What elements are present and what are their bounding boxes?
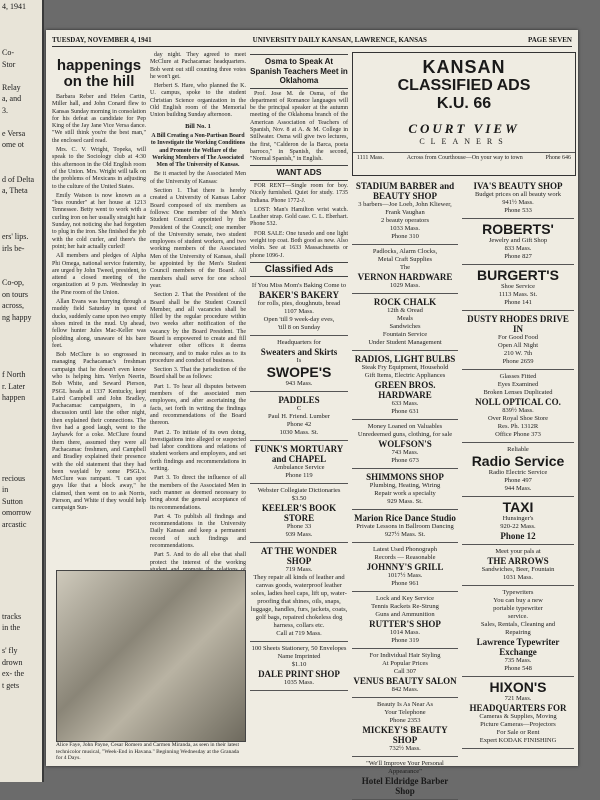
ad-mickey-line: Beauty Is As Near As (377, 701, 433, 708)
ad-rutter-line: RUTTER'S SHOP (369, 619, 441, 629)
ad-rock-line: Meals (397, 315, 413, 322)
ad-bakers-line: Open 'till 9 week-day eves, (263, 316, 335, 324)
classified-ads-title: Classified Ads (250, 262, 348, 278)
ad-stadium-line: Phone 310 (391, 233, 419, 240)
ad-shimmons (352, 469, 458, 510)
ad-radio-line: Phone 497 (504, 477, 532, 484)
prev-page-text: Sutton (2, 496, 23, 506)
ad-johnny-line: Records — Reasonable (374, 554, 436, 561)
ad-noll-line: Office Phone 373 (495, 431, 541, 438)
ad-noll-line: Res. Ph. 1312R (497, 423, 539, 430)
ad-keeler-line: $3.50 (291, 495, 307, 503)
ad-dale-line: Name Imprinted (277, 653, 321, 661)
banner-footer (353, 152, 575, 163)
ad-radio-line: Radio Electric Service (488, 469, 548, 476)
ad-wonder-line: They repair all kinds of leather and canvas goods, waterproof leather soles, ladies heel caps, lift up, water-proofing that shines, oils, snaps, luggage, handles, furs, jackets, coats, golf bags, repaired chokeless dog harness, collars etc. (250, 574, 348, 630)
ad-rock-line: 12th & Oread (387, 307, 423, 314)
ad-bakers (250, 279, 348, 336)
ad-radio-line: 944 Mass. (504, 485, 532, 492)
prev-page-text: in (2, 485, 9, 494)
ad-vernon (352, 245, 458, 294)
happenings-paragraph: Mrs. C. V. Wright, Topeka, will speak to the Sociology club at 4:30 this afternoon in the Old English room of the Union. Mrs. Wright will talk on the problems of Mexicans in adjusting to the culture of the United States. (52, 147, 146, 190)
ad-wolfson-line: WOLFSON'S (378, 439, 432, 449)
ad-vernon-line: The (399, 264, 411, 271)
ad-radio-line: Reliable (507, 446, 529, 453)
banner-address: 1111 Mass. (357, 155, 384, 161)
prev-page-text: 4, 1941 (2, 2, 26, 11)
ad-noll-line: Eyes Examined (497, 381, 539, 388)
prev-page-text: ers' lips. (2, 232, 29, 241)
ad-swope-line: Sweaters and Skirts (260, 347, 338, 358)
ad-typewriter-line: Sales, Rentals, Cleaning and (480, 621, 556, 628)
ad-burgert-line: BURGERT'S (477, 267, 559, 283)
ad-bakers-line: 'till 8 on Sunday (277, 324, 321, 332)
ad-taxi-line: Phone 12 (500, 531, 536, 541)
photo-caption: Alice Faye, John Payne, Cesar Romero and Carmen Miranda, as seen in their latest technicolor musical, "Week-End in Havana." Beginning Wednesday at the Granada for 4 Days. (56, 742, 239, 761)
bill-section: Section 3. That the jurisdiction of the Board shall be as follows: (150, 367, 246, 381)
prev-page-text: across, (2, 301, 24, 310)
ad-roberts-line: 833 Mass. (504, 245, 532, 252)
ad-funks-line: and CHAPEL (271, 454, 327, 465)
ad-noll-line: 839½ Mass. (502, 407, 534, 414)
ad-bakers-line: 1107 Mass. (284, 308, 314, 316)
ad-stadium-line: STADIUM BARBER and (355, 181, 455, 191)
ad-venus-line: At Popular Prices (382, 660, 428, 667)
ad-eldridge-line: Hotel Eldridge Barber Shop (361, 776, 449, 796)
ad-hixon-line: Expert KODAK FINISHING (479, 737, 557, 744)
ad-venus-line: VENUS BEAUTY SALON (353, 676, 457, 686)
ad-mickey-line: Your Telephone (384, 709, 426, 716)
happenings-paragraph: All members and pledges of Alpha Phi Omega, national service fraternity, are urged by John Tweed, president, to attend a closed meeting of the organization at 9 p.m. Wednesday in the Pine room of the Union. (52, 253, 146, 296)
ad-paddles-line: PADDLES (278, 395, 320, 406)
classified-banner (352, 52, 576, 176)
ad-swope (250, 336, 348, 392)
header-date: TUESDAY, NOVEMBER 4, 1941 (52, 36, 152, 44)
ad-venus-line: Call 307 (393, 668, 417, 675)
ad-dale-line: $1.10 (291, 661, 307, 669)
ad-hixon-line: HIXON'S (489, 679, 547, 695)
ad-dale (250, 642, 348, 691)
happenings-paragraph: Emily Watson is now known as a "bus rounder" at her house at 1213 Tennessee. Betty went to work with a curling iron on her usually straight hair Sunday, not noticing she had forgotten to plug in the iron. She finished the job with the cold curler, and there's the point; her hair actually curled! (52, 192, 146, 250)
ad-radios-line: Phone 631 (391, 408, 419, 415)
ad-burgert-line: Phone 141 (504, 299, 532, 306)
prev-page-text: Co-op, (2, 278, 24, 287)
movie-photo (56, 570, 246, 742)
ad-marion (352, 510, 458, 543)
ad-hixon-line: HEADQUARTERS FOR (469, 703, 567, 713)
ad-marion-line: Marion Rice Dance Studio (354, 513, 456, 523)
ad-typewriter-line: Lawrence Typewriter Exchange (476, 637, 560, 657)
ad-eldridge-line: Appearance" (388, 768, 422, 775)
ad-radios-line: 633 Mass. (391, 400, 419, 407)
ad-typewriter-line: Phone 548 (504, 665, 532, 672)
ad-bakers-line: for rolls, pies, doughnuts, bread (257, 300, 341, 308)
prev-page-text: arcastic (2, 519, 27, 529)
ad-dusty-line: Open All Night (497, 342, 539, 349)
happenings-paragraph: Bob McClure is so engrossed in managing Pachacamac's freshman campaign that he doesn't even know who is helping him. Verlyn Neerin, Bob White, and Seward Pierson, PSGL heads at 1337 Kentucky, kept Laird Campbell and John Bradley, Pachacamac campaigners, in a discussion until late the other night, then explained their connections. The five had a good laugh, went to the Jayhawk for a coke. McClure found them there, assumed they were all Pachacamac freshmen, and Campbell and Bradley explained their presence with the old statement that they had been waylaid by some PSGL's. McClure was rampant. "I can spot guys like that a block away," he claimed, then went on to ask Norris, Pierson, and White if they would help campaign Sun- (52, 352, 146, 512)
ad-dusty-line: 210 W. 7th (503, 350, 533, 357)
ad-taxi (462, 497, 574, 545)
ad-typewriter-line: portable typewriter (493, 605, 543, 612)
prev-page-text: on tours (2, 289, 28, 299)
bill-section: Part 3. To direct the influence of all the members of the Associated Men in such manner as deemed necessary to bring about the general acceptance of its recommendations. (150, 475, 246, 511)
ad-swope-line: SWOPE'S (266, 364, 332, 381)
prev-page-text: a, Theta (2, 186, 28, 195)
ad-typewriter-line: Typewriters (502, 589, 534, 596)
bill-section: Part 5. And to do all else that shall protect the interest of the working (150, 552, 246, 566)
prev-page-text: e Versa (2, 128, 26, 138)
ad-funks (250, 441, 348, 484)
column-want-ads (250, 52, 348, 756)
bill-section: Be it enacted by the Associated Men of the University of Kansas: (150, 171, 246, 185)
ad-hixon-line: Cameras & Supplies, Moving (479, 713, 557, 720)
ad-radios-line: Steak Fry Equipment, Household (361, 364, 449, 371)
column-paragraph: day night. They agreed to meet McClure at Pachacamac headquarters. Bob went out still counting three votes he won't get. (150, 52, 246, 80)
ad-hixon-line: 721 Mass. (504, 695, 532, 702)
ad-dusty (462, 311, 574, 370)
ad-johnny-line: Phone 961 (391, 580, 419, 587)
ad-stadium-line: 2 beauty operators (380, 217, 429, 224)
ad-typewriter-line: 735 Mass. (504, 657, 532, 664)
ad-shimmons-line: 929 Mass. St. (387, 498, 423, 505)
ad-eldridge-line: "We'll Improve Your Personal (366, 760, 444, 767)
ad-wonder-line: 719 Mass. (285, 566, 313, 574)
ad-wolfson-line: 743 Mass. (391, 449, 419, 456)
prev-page-text: omorrow (2, 508, 32, 517)
prev-page-text: Relay (2, 82, 21, 92)
ad-iva-line: Phone 533 (504, 207, 532, 214)
osma-headline: Osma to Speak At Spanish Teachers Meet in Oklahoma (250, 54, 348, 89)
ad-radios-line: GREEN BROS. HARDWARE (374, 380, 436, 400)
ad-arrows-line: Sandwiches, Beer, Fountain (481, 566, 555, 573)
happenings-paragraph: Barbara Reber and Helen Cartin, Miller hall, and John Conard flew to Kansas Sunday morning in consolation for his defeat as candidate for Pep King of the Jay Jane Vice Versa dance. "We still think you're the best man," the enclosed card read. (52, 94, 146, 144)
prev-page-text: ng happy (2, 312, 32, 322)
ad-funks-line: Phone 119 (285, 472, 313, 480)
prev-page-text: ome ot (2, 140, 24, 149)
ad-rutter-line: Guns and Ammunition (375, 611, 435, 618)
prev-page-text: in the (2, 623, 20, 632)
ad-radio (462, 443, 574, 497)
prev-page-text: Co- (2, 48, 14, 57)
ad-keeler-line: KEELER'S BOOK STORE (261, 503, 337, 524)
prev-page-text: happen (2, 393, 26, 402)
ad-stadium-line: 3 barbers—Joe Loeb, John Kliewer, (358, 201, 452, 208)
prev-page-text: tracks (2, 611, 22, 621)
ad-vernon-line: Metal Craft Supplies (377, 256, 433, 263)
ad-radios-line: RADIOS, LIGHT BULBS (354, 354, 456, 364)
ad-keeler-line: Webster Collegiate Dictionaries (257, 487, 341, 495)
ad-paddles-line: Phone 42 (286, 421, 312, 429)
ad-bakers-line: BAKER'S BAKERY (259, 290, 339, 301)
ad-mickey-line: 732½ Mass. (389, 745, 421, 752)
prev-page-text: Stor (2, 59, 16, 69)
ad-radios (352, 351, 458, 420)
ad-iva-line: Budget prices on all beauty work (474, 191, 562, 198)
ad-burgert (462, 265, 574, 311)
ad-rutter-line: Phone 319 (391, 637, 419, 644)
want-ads-title: WANT ADS (250, 165, 348, 181)
ad-vernon-line: 1029 Mass. (390, 282, 420, 289)
column-happenings (52, 52, 146, 560)
ad-wolfson-line: Phone 673 (391, 457, 419, 464)
ad-arrows-line: 1031 Mass. (503, 574, 533, 581)
prev-page-text: ex- the (2, 669, 24, 678)
ad-typewriter-line: You can buy a new (493, 597, 543, 604)
ad-stadium-line: 1033 Mass. (390, 225, 420, 232)
ad-funks-line: Ambulance Service (273, 464, 325, 472)
ad-typewriter-line: service. (507, 613, 529, 620)
prev-page-text: s' fly (2, 646, 18, 655)
ad-rutter-line: Tennis Rackets Re-Strung (371, 603, 439, 610)
ad-noll-line: NOLL OPTICAL CO. (475, 397, 561, 407)
ad-eldridge (352, 757, 458, 800)
ad-arrows-line: THE ARROWS (487, 556, 549, 566)
prev-page-text: drown (2, 657, 23, 667)
ad-rock (352, 294, 458, 351)
ad-swope-line: 943 Mass. (285, 380, 313, 388)
ad-rock-line: Under Student Management (368, 339, 442, 346)
ad-keeler-line: 939 Mass. (285, 531, 313, 539)
ad-keeler-line: Phone 33 (286, 523, 312, 531)
happenings-paragraph: Allan Evans was hurrying through a muddy field Saturday in quest of ducks, suddenly came upon two empty shoes mired in the mud. Up ahead, fellow hunter Jules Mac-Keller was plodding along, unaware of his bare feet. (52, 299, 146, 349)
osma-story: Prof. Jose M. de Osma, of the department of Romance languages will be the principal speaker at the autumn meeting of the Oklahoma branch of the American Association of Teachers of Spanish, Nov. 8 at A. & M. College in Stillwater. Osma will give two lectures, the first, "Calderon de la Barca, poeta barroco," in Spanish, the second, "Normal Spanish," in English. (250, 90, 348, 163)
bill-section: Section 2. That the President of the Board shall be the Student Council Member, and all vacancies shall be filled by the regular procedure within two weeks after notification of the vacancy by the Board President. The Board is empowered to create and fill whatever other offices it deems necessary, and to make rules as to its procedure and conduct of business. (150, 292, 246, 364)
ad-vernon-line: VERNON HARDWARE (357, 272, 453, 282)
ad-venus-line: 842 Mass. (391, 686, 419, 693)
page-header (52, 36, 572, 47)
ad-shimmons-line: SHIMMONS SHOP (366, 472, 444, 482)
ad-johnny-line: JOHNNY'S GRILL (366, 562, 444, 572)
ad-paddles-line: C (296, 405, 302, 413)
ad-rock-line: Fountain Service (382, 331, 428, 338)
ad-wonder (250, 543, 348, 642)
prev-page-text: 3. (2, 105, 8, 115)
ad-rock-line: Sandwiches (389, 323, 421, 330)
ad-iva (462, 178, 574, 219)
ad-hixon (462, 677, 574, 749)
bill-section: Part 2. To initiate of its own doing, investigations into alleged or suspected bad labor conditions and relations of student workers and employers, and set forth findings and recommendations in writing. (150, 429, 246, 473)
ad-noll-line: Over Royal Shoe Store (487, 415, 549, 422)
prev-page-text: irls be- (2, 243, 25, 253)
ad-paddles-line: 1030 Mass. St. (279, 429, 319, 437)
banner-kansan: KANSAN (422, 57, 506, 77)
prev-page-text: r. Later (2, 381, 26, 391)
previous-page-strip (0, 0, 44, 782)
ad-iva-line: 941½ Mass. (502, 199, 534, 206)
bill-section: Section 1. That there is hereby created a University of Kansas Labor Board composed of six members as follows: One member of the Men's Student Council appointed by the President of the Council; one member of the University senate, two student employees of student workers, and two working members of the Associated Men of the University of Kansas, shall be appointed by the Men's Student Council members of the Board. All members shall serve for one school year. (150, 188, 246, 289)
ad-iva-line: IVA'S BEAUTY SHOP (473, 181, 563, 191)
ad-keeler (250, 484, 348, 543)
ad-burgert-line: Shoe Service (500, 283, 536, 290)
want-ad-item: FOR RENT—Single room for boy. Nicely furnished. Quiet for study. 1735 Indiana. Phone 1772-J. (250, 182, 348, 204)
ad-roberts-line: ROBERTS' (482, 221, 554, 237)
ad-wolfson (352, 420, 458, 469)
ad-roberts-line: Jewelry and Gift Shop (488, 237, 548, 244)
ad-mickey-line: MICKEY'S BEAUTY SHOP (362, 725, 448, 745)
ad-wolfson-line: Unredeemed guns, clothing, for sale (357, 431, 453, 438)
ad-marion-line: 927½ Mass. St. (384, 531, 426, 538)
happenings-title: happenings on the hill (56, 57, 142, 90)
ad-dusty-line: Phone 2659 (502, 358, 534, 365)
ad-radio-line: Radio Service (471, 453, 565, 469)
ad-arrows (462, 545, 574, 586)
bill-subtitle: A Bill Creating a Non-Partisan Board to Investigate the Working Conditions and Promote the Welfare of the Working Members of The Associated Men of The University of Kansas. (150, 132, 246, 169)
ad-venus-line: For Individual Hair Styling (369, 652, 441, 659)
ad-shimmons-line: Repair work a specialty (374, 490, 436, 497)
ad-rutter (352, 592, 458, 649)
header-paper: UNIVERSITY DAILY KANSAN, LAWRENCE, KANSAS (252, 36, 427, 44)
ad-vernon-line: Padlocks, Alarm Clocks, (372, 248, 438, 255)
banner-cleaners: CLEANERS (419, 137, 509, 146)
ad-dale-line: 100 Sheets Stationery, 50 Envelopes (251, 645, 347, 653)
ad-roberts-line: Phone 827 (504, 253, 532, 260)
ad-swope-line: Is (296, 357, 302, 365)
ad-wonder-line: Call at 719 Mass. (276, 630, 322, 638)
ad-typewriter-line: Repairing (505, 629, 531, 636)
ad-shimmons-line: Plumbing, Heating, Wiring (369, 482, 441, 489)
ad-arrows-line: Meet your pals at (495, 548, 541, 555)
ad-taxi-line: Hunsinger's (502, 515, 534, 522)
ad-venus (352, 649, 458, 698)
prev-page-text: t gets (2, 680, 20, 690)
column-ads-right (462, 178, 574, 756)
header-page: PAGE SEVEN (527, 36, 572, 44)
ad-radios-line: Gift Items, Electric Appliances (364, 372, 446, 379)
ad-johnny (352, 543, 458, 592)
ad-taxi-line: TAXI (502, 499, 534, 515)
ad-stadium (352, 178, 458, 245)
prev-page-text: a, and (2, 94, 22, 103)
ad-johnny-line: 1017½ Mass. (387, 572, 423, 579)
banner-address-note: Across from Courthouse—On your way to town (406, 155, 523, 161)
ad-burgert-line: 1113 Mass. St. (498, 291, 538, 298)
ad-dale-line: DALE PRINT SHOP (258, 669, 340, 680)
bill-title: Bill No. 1 (185, 122, 211, 130)
bill-section: Part 1. To hear all disputes between members of the associated men employees, and after ascertaining the facts, set forth in writing the findings and recommendations of the Board thereon. (150, 383, 246, 427)
bill-section: Part 4. To publish all findings and recommendations in the University Daily Kansan and keep a permanent record of such findings and recommendations. (150, 513, 246, 549)
ad-rock-line: ROCK CHALK (373, 297, 437, 307)
ad-dale-line: 1035 Mass. (284, 679, 314, 687)
column-paragraph: Herbert S. Hare, who planned the K. U. campus, spoke to the student Christian Science organization in the Old English room of the Memorial Union building Sunday afternoon. (150, 83, 246, 119)
ad-dusty-line: DUSTY RHODES DRIVE IN (467, 314, 569, 334)
want-ad-item: LOST: Man's Hamilton wrist watch. Leather strap. Gold case. C. L. Eberhart. Phone 532. (250, 206, 348, 228)
banner-phone: Phone 646 (545, 155, 571, 161)
ad-wonder-line: AT THE WONDER SHOP (260, 546, 338, 567)
ad-mickey-line: Phone 2353 (389, 717, 421, 724)
banner-ku66: K.U. 66 (436, 95, 492, 112)
prev-page-text: d of Delta (2, 174, 34, 184)
ad-noll-line: Glasses Fitted (499, 373, 537, 380)
prev-page-text: f North (2, 370, 26, 379)
column-bill (150, 52, 246, 566)
ad-paddles (250, 392, 348, 441)
want-ad-item: FOR SALE: One tuxedo and one light weight top coat. Both good as new. Also violin. See at 1633 Massachusetts or phone 1096-J. (250, 230, 348, 259)
ad-hixon-line: Picture Cameras—Projectors (480, 721, 556, 728)
ad-funks-line: FUNK'S MORTUARY (254, 444, 344, 455)
ad-typewriter (462, 586, 574, 677)
newspaper-page (46, 30, 578, 796)
banner-court-view: COURT VIEW (408, 121, 520, 136)
ad-stadium-line: BEAUTY SHOP (373, 191, 437, 201)
ad-bakers-line: If You Miss Mom's Baking Come to (251, 282, 347, 290)
banner-classified: CLASSIFIED ADS (397, 77, 531, 94)
ad-mickey (352, 698, 458, 757)
ad-wolfson-line: Money Loaned on Valuables (367, 423, 443, 430)
ad-noll-line: Broken Lenses Duplicated (483, 389, 553, 396)
ad-swope-line: Headquarters for (277, 339, 321, 347)
ad-hixon-line: For Sale or Rent (496, 729, 540, 736)
ad-marion-line: Private Lessons in Ballroom Dancing (356, 523, 454, 530)
ad-johnny-line: Latest Used Phonograph (373, 546, 437, 553)
ad-stadium-line: Frank Vaughan (385, 209, 425, 216)
ad-paddles-line: Paul H. Friend. Lumber (268, 413, 330, 421)
ad-roberts (462, 219, 574, 265)
column-ads-middle (352, 178, 458, 796)
ad-rutter-line: 1014 Mass. (390, 629, 420, 636)
ad-dusty-line: For Good Food (497, 334, 539, 341)
ad-taxi-line: 920-22 Mass. (500, 523, 536, 530)
ad-rutter-line: Lock and Key Service (376, 595, 434, 602)
prev-page-text: recious (2, 473, 26, 483)
ad-noll (462, 370, 574, 443)
